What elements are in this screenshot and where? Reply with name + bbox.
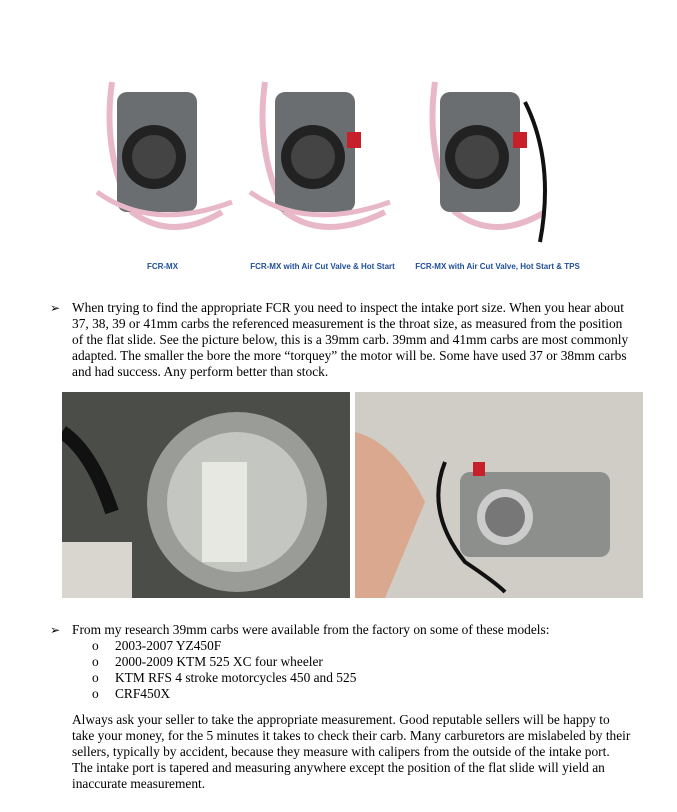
- bullet-arrow-icon: ➢: [50, 623, 61, 637]
- list-item-model: [92, 670, 356, 686]
- photo-carb-in-hand: [355, 392, 643, 598]
- bullet-o-icon: o: [92, 638, 99, 653]
- caption-air-cut-hot-start-tps: FCR-MX with Air Cut Valve, Hot Start & TPS: [415, 262, 580, 271]
- model-label: CRF450X: [115, 686, 171, 701]
- carb-image-air-cut-hot-start-tps: [415, 62, 560, 252]
- caption-air-cut-hot-start: FCR-MX with Air Cut Valve & Hot Start: [250, 262, 395, 271]
- list-item-model: [92, 638, 221, 654]
- list-item-model: [92, 686, 170, 702]
- list-item-model: [92, 654, 323, 670]
- paragraph-seller-advice: Always ask your seller to take the appropriate measurement. Good reputable sellers will be happy to take your money, for the 5 minutes it takes to check their carb. Many carburetors are mislabeled by their sellers, typically by accident, because they measure with calipers from the outside of the intake port. The intake port is tapered and measuring anywhere except the position of the flat slide will yield an inaccurate measurement.: [72, 712, 631, 791]
- paragraph-research: From my research 39mm carbs were available from the factory on some of these models:: [72, 622, 550, 637]
- paragraph-intake-port: When trying to find the appropriate FCR you need to inspect the intake port size. When you hear about 37, 38, 39 or 41mm carbs the referenced measurement is the throat size, as measured from the position of the flat slide. See the picture below, this is a 39mm carb. 39mm and 41mm carbs are most commonly adapted. The smaller the bore the more “torquey” the motor will be. Some have used 37 or 38mm carbs and had success. Any perform better than stock.: [72, 300, 629, 379]
- caption-fcr-mx: FCR-MX: [146, 262, 179, 271]
- bullet-o-icon: o: [92, 686, 99, 701]
- bullet-o-icon: o: [92, 654, 99, 669]
- model-label: 2000-2009 KTM 525 XC four wheeler: [115, 654, 323, 669]
- bullet-arrow-icon: ➢: [50, 301, 61, 315]
- carb-image-air-cut-hot-start: [245, 62, 395, 252]
- photo-carb-throat-measurement: [62, 392, 350, 598]
- carb-image-fcr-mx: [92, 62, 237, 252]
- model-label: 2003-2007 YZ450F: [115, 638, 222, 653]
- model-label: KTM RFS 4 stroke motorcycles 450 and 525: [115, 670, 357, 685]
- bullet-o-icon: o: [92, 670, 99, 685]
